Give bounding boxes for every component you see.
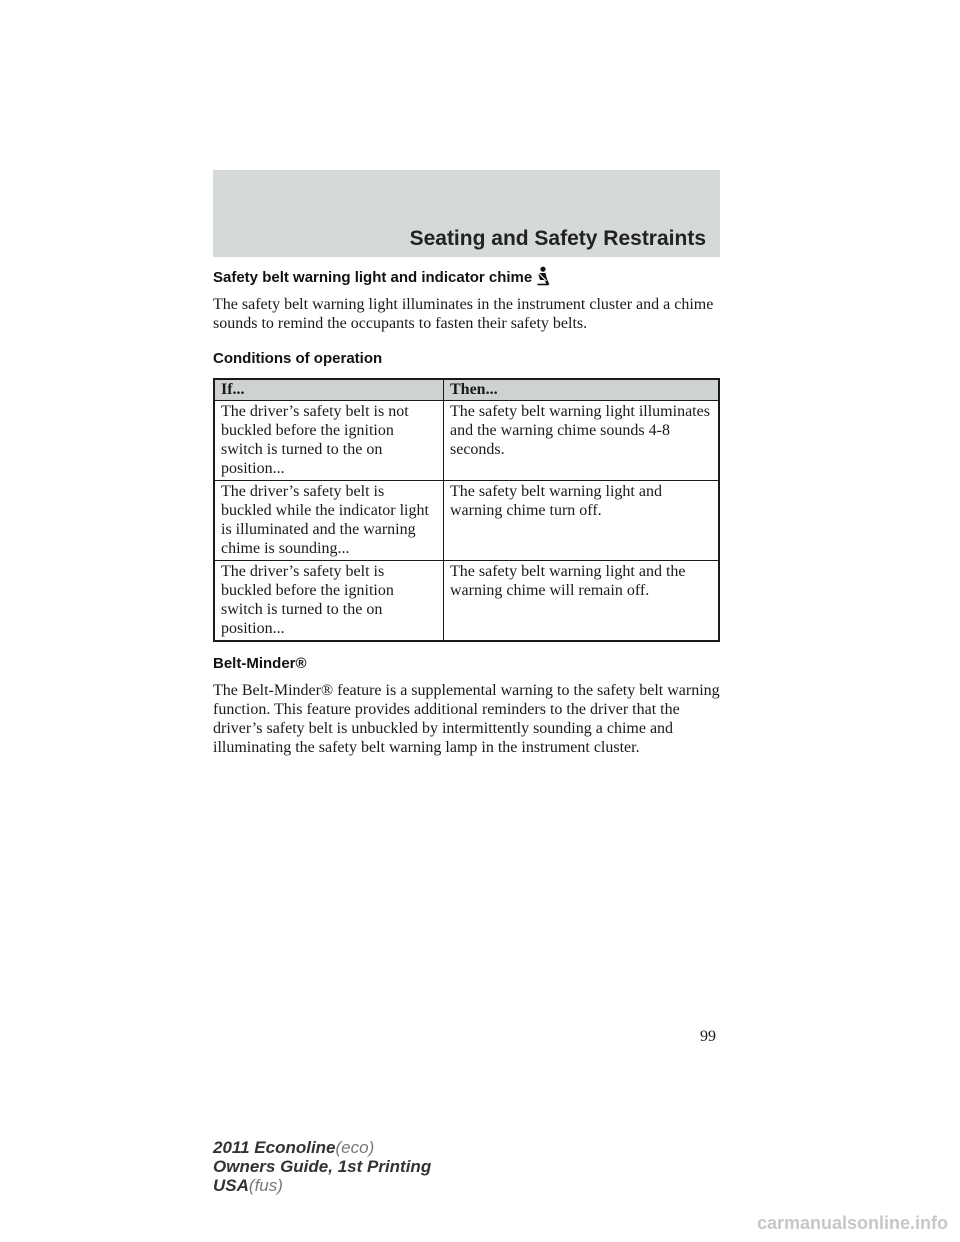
footer-printing: Owners Guide, 1st Printing [213, 1157, 432, 1176]
section-heading-warning [213, 266, 720, 286]
conditions-table [213, 378, 720, 642]
footer-model-code: (eco) [335, 1138, 375, 1157]
footer-market-code: (fus) [248, 1176, 283, 1195]
table-row [214, 561, 719, 642]
table-cell-then: The safety belt warning light and warning chime turn off. [444, 481, 720, 561]
chapter-title: Seating and Safety Restraints [409, 227, 706, 250]
footer-market: USA [213, 1176, 249, 1195]
page-content [213, 266, 720, 757]
footer-line-1 [213, 1138, 431, 1157]
table-cell-if: The driver’s safety belt is buckled while the indicator light is illuminated and the warning chime is sounding... [214, 481, 444, 561]
section-heading-conditions: Conditions of operation [213, 350, 383, 367]
section-heading-belt-minder: Belt-Minder® [213, 655, 307, 672]
table-row [214, 481, 719, 561]
page-number: 99 [700, 1028, 716, 1045]
belt-minder-description: The Belt-Minder® feature is a supplemental warning to the safety belt warning function. This feature provides additional reminders to the driver that the driver’s safety belt is unbuckled by intermittently sounding a chime and illuminating the safety belt warning lamp in the instrument cluster. [213, 682, 720, 756]
seatbelt-warning-icon [535, 266, 551, 286]
chapter-header-band [213, 170, 720, 257]
table-row [214, 401, 719, 481]
footer-model: 2011 Econoline [213, 1138, 336, 1157]
document-footer [213, 1138, 431, 1195]
table-header-row [214, 379, 719, 401]
table-cell-if: The driver’s safety belt is not buckled before the ignition switch is turned to the on position... [214, 401, 444, 481]
table-cell-if: The driver’s safety belt is buckled before the ignition switch is turned to the on position... [214, 561, 444, 642]
warning-description: The safety belt warning light illuminates in the instrument cluster and a chime sounds to remind the occupants to fasten their safety belts. [213, 296, 714, 332]
section-heading-warning-text: Safety belt warning light and indicator chime [213, 269, 533, 286]
column-header-if: If... [214, 379, 444, 401]
table-cell-then: The safety belt warning light and the warning chime will remain off. [444, 561, 720, 642]
footer-line-3 [213, 1176, 431, 1195]
watermark: carmanualsonline.info [756, 1213, 948, 1233]
footer-line-2 [213, 1157, 431, 1176]
column-header-then: Then... [444, 379, 720, 401]
table-cell-then: The safety belt warning light illuminates and the warning chime sounds 4-8 seconds. [444, 401, 720, 481]
